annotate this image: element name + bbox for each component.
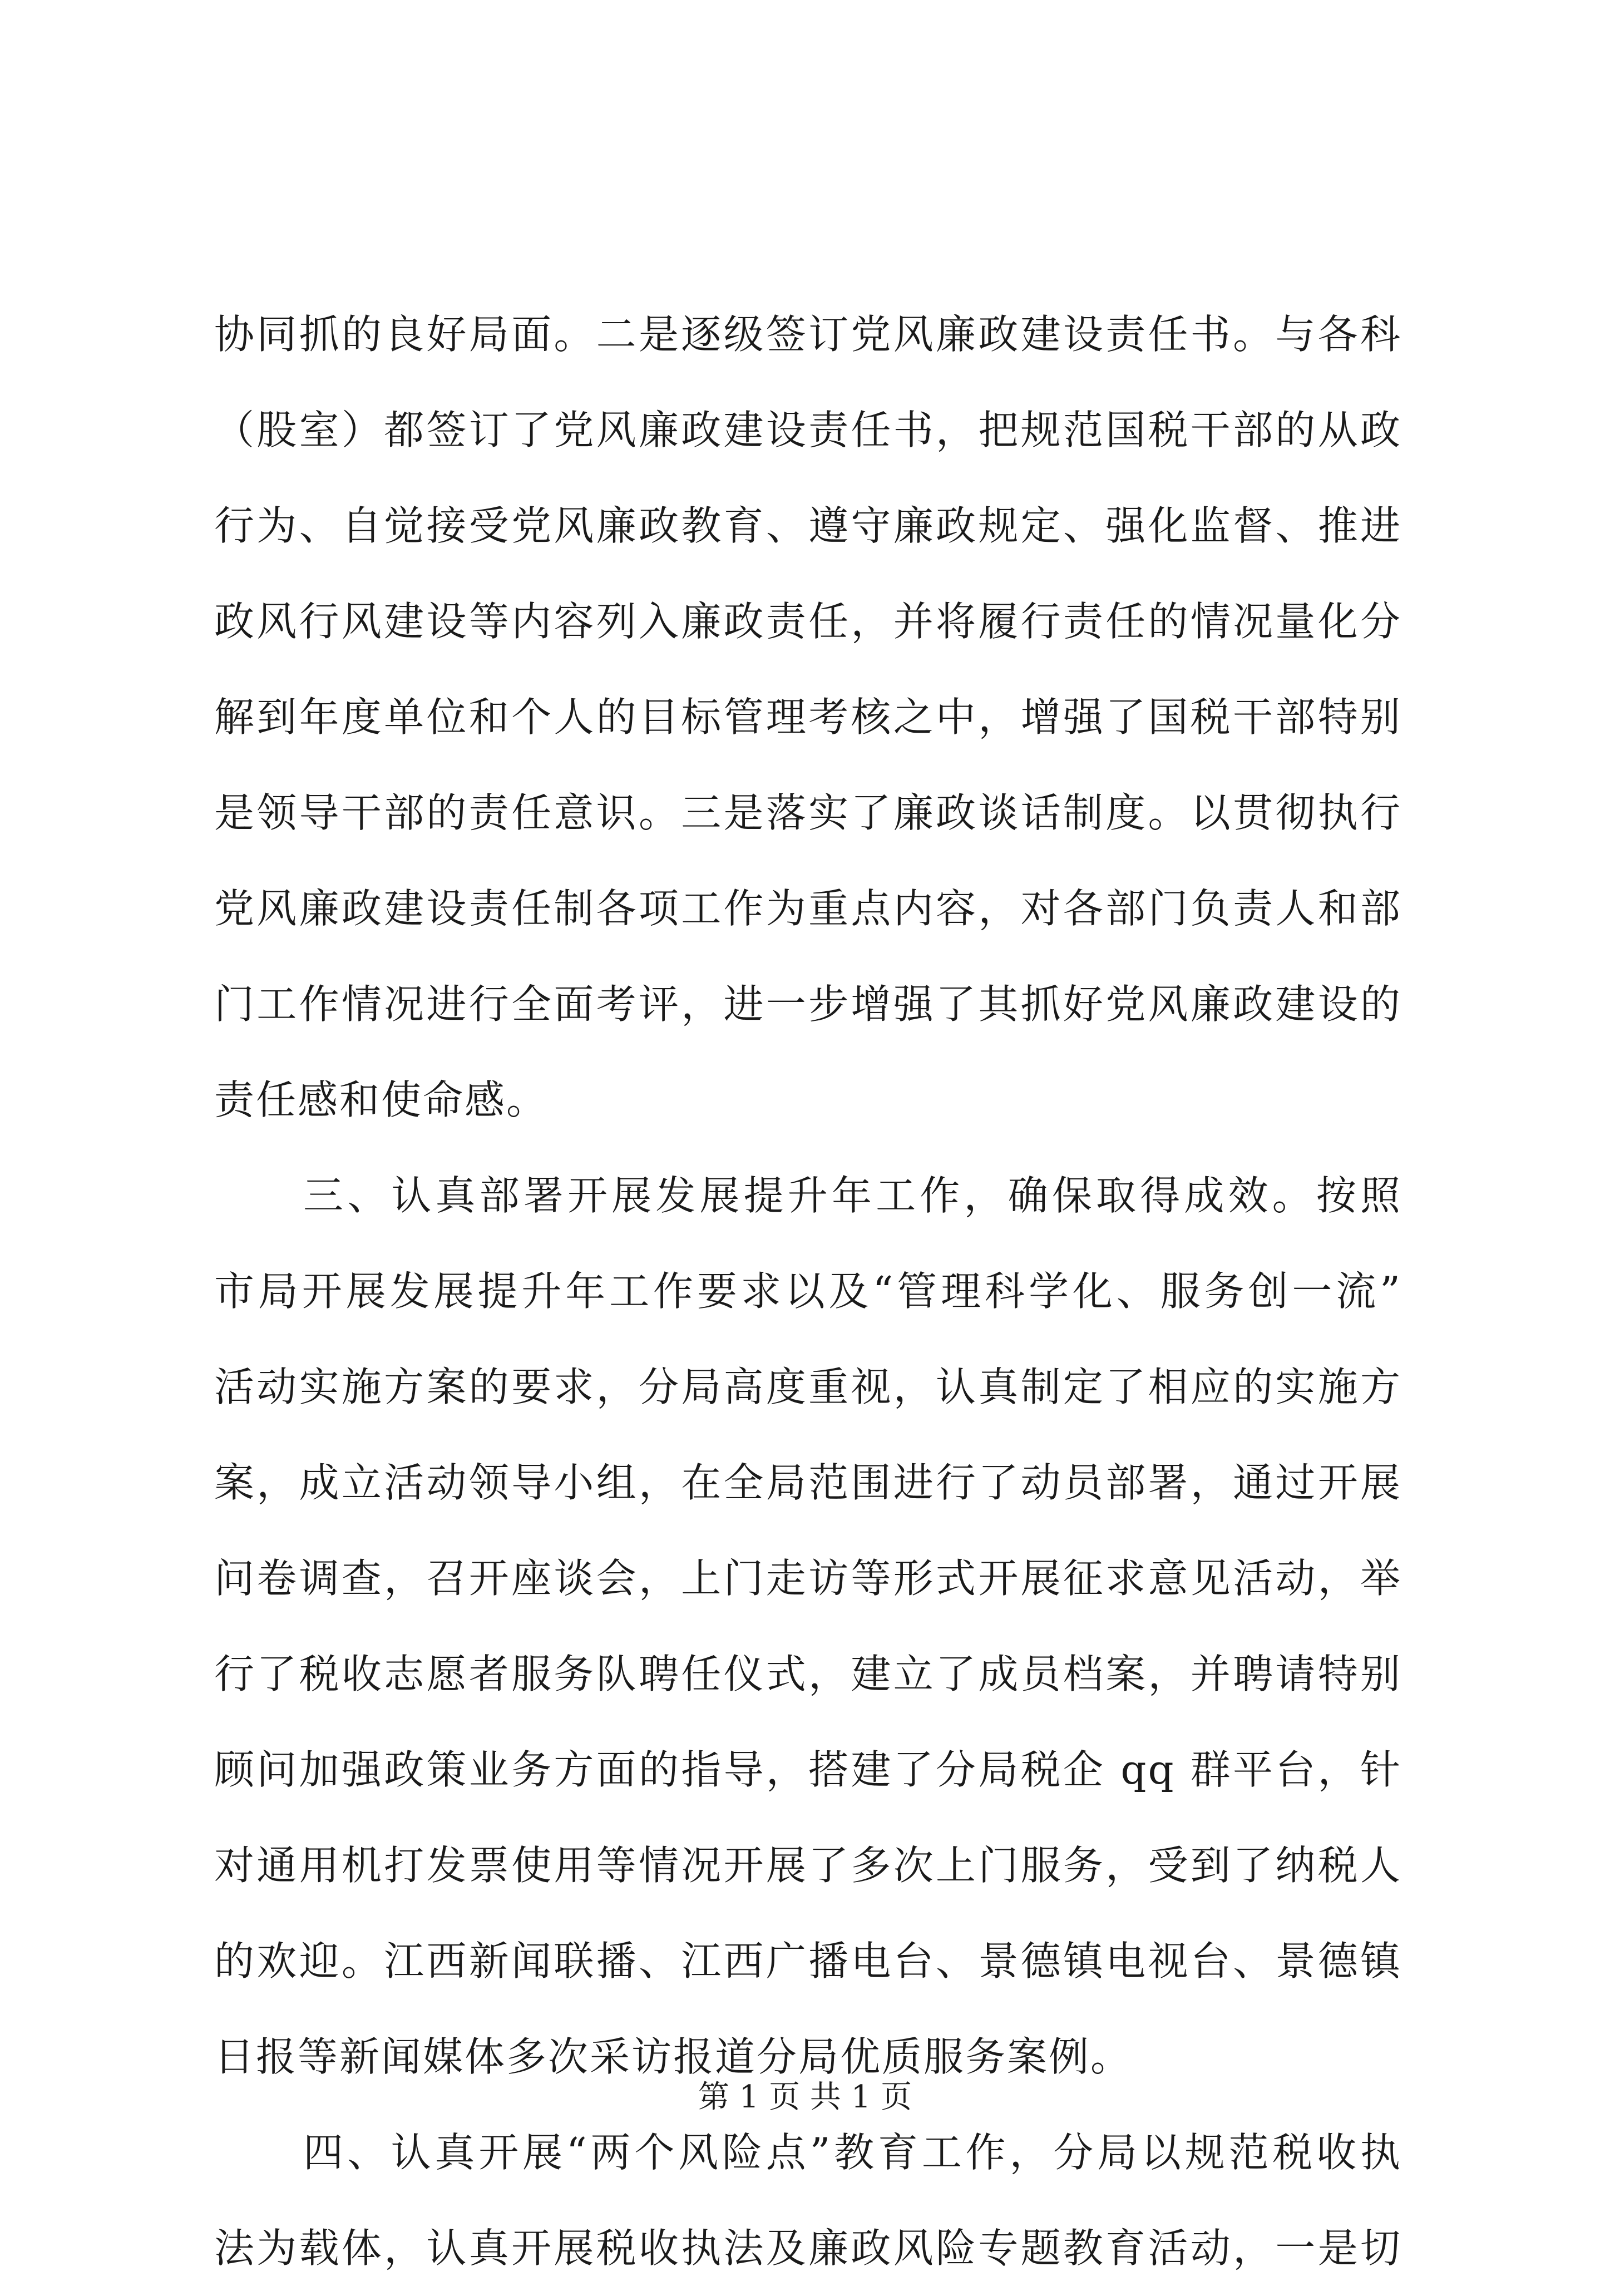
- paragraph-2-line-3: 活动实施方案的要求，分局高度重视，认真制定了相应的实施方: [214, 1364, 1402, 1410]
- paragraph-2-line-2: 市局开展发展提升年工作要求以及“管理科学化、服务创一流”: [214, 1268, 1402, 1315]
- paragraph-1-line-3: 行为、自觉接受党风廉政教育、遵守廉政规定、强化监督、推进: [214, 502, 1402, 549]
- paragraph-1-line-2: （股室）都签订了党风廉政建设责任书，把规范国税干部的从政: [214, 407, 1402, 453]
- paragraph-1-line-7: 党风廉政建设责任制各项工作为重点内容，对各部门负责人和部: [214, 885, 1402, 932]
- paragraph-2-line-7: 顾问加强政策业务方面的指导，搭建了分局税企 qq 群平台，针: [214, 1746, 1402, 1793]
- paragraph-2-line-6: 行了税收志愿者服务队聘任仪式，建立了成员档案，并聘请特别: [214, 1651, 1402, 1697]
- paragraph-1-line-8: 门工作情况进行全面考评，进一步增强了其抓好党风廉政建设的: [214, 981, 1402, 1028]
- paragraph-2-line-4: 案，成立活动领导小组，在全局范围进行了动员部署，通过开展: [214, 1459, 1402, 1506]
- paragraph-1-line-5: 解到年度单位和个人的目标管理考核之中，增强了国税干部特别: [214, 694, 1402, 740]
- paragraph-1-line-9: 责任感和使命感。: [214, 1077, 549, 1123]
- paragraph-3-line-1: 四、认真开展“两个风险点”教育工作，分局以规范税收执: [303, 2129, 1402, 2176]
- paragraph-3-line-2: 法为载体，认真开展税收执法及廉政风险专题教育活动，一是切: [214, 2225, 1402, 2272]
- paragraph-1-line-6: 是领导干部的责任意识。三是落实了廉政谈话制度。以贯彻执行: [214, 789, 1402, 836]
- paragraph-2-line-8: 对通用机打发票使用等情况开展了多次上门服务，受到了纳税人: [214, 1842, 1402, 1889]
- paragraph-2-line-9: 的欢迎。江西新闻联播、江西广播电台、景德镇电视台、景德镇: [214, 1938, 1402, 1984]
- paragraph-2-line-5: 问卷调查，召开座谈会，上门走访等形式开展征求意见活动，举: [214, 1555, 1402, 1602]
- paragraph-1-line-4: 政风行风建设等内容列入廉政责任，并将履行责任的情况量化分: [214, 598, 1402, 645]
- page-footer: [0, 2078, 1610, 2117]
- paragraph-2-line-10: 日报等新闻媒体多次采访报道分局优质服务案例。: [214, 2033, 1133, 2080]
- paragraph-2-line-1: 三、认真部署开展发展提升年工作，确保取得成效。按照: [303, 1172, 1402, 1219]
- page-number-label: 第 1 页 共 1 页: [698, 2079, 912, 2115]
- document-body: [214, 287, 1402, 2296]
- paragraph-1-line-1: 协同抓的良好局面。二是逐级签订党风廉政建设责任书。与各科: [214, 311, 1402, 358]
